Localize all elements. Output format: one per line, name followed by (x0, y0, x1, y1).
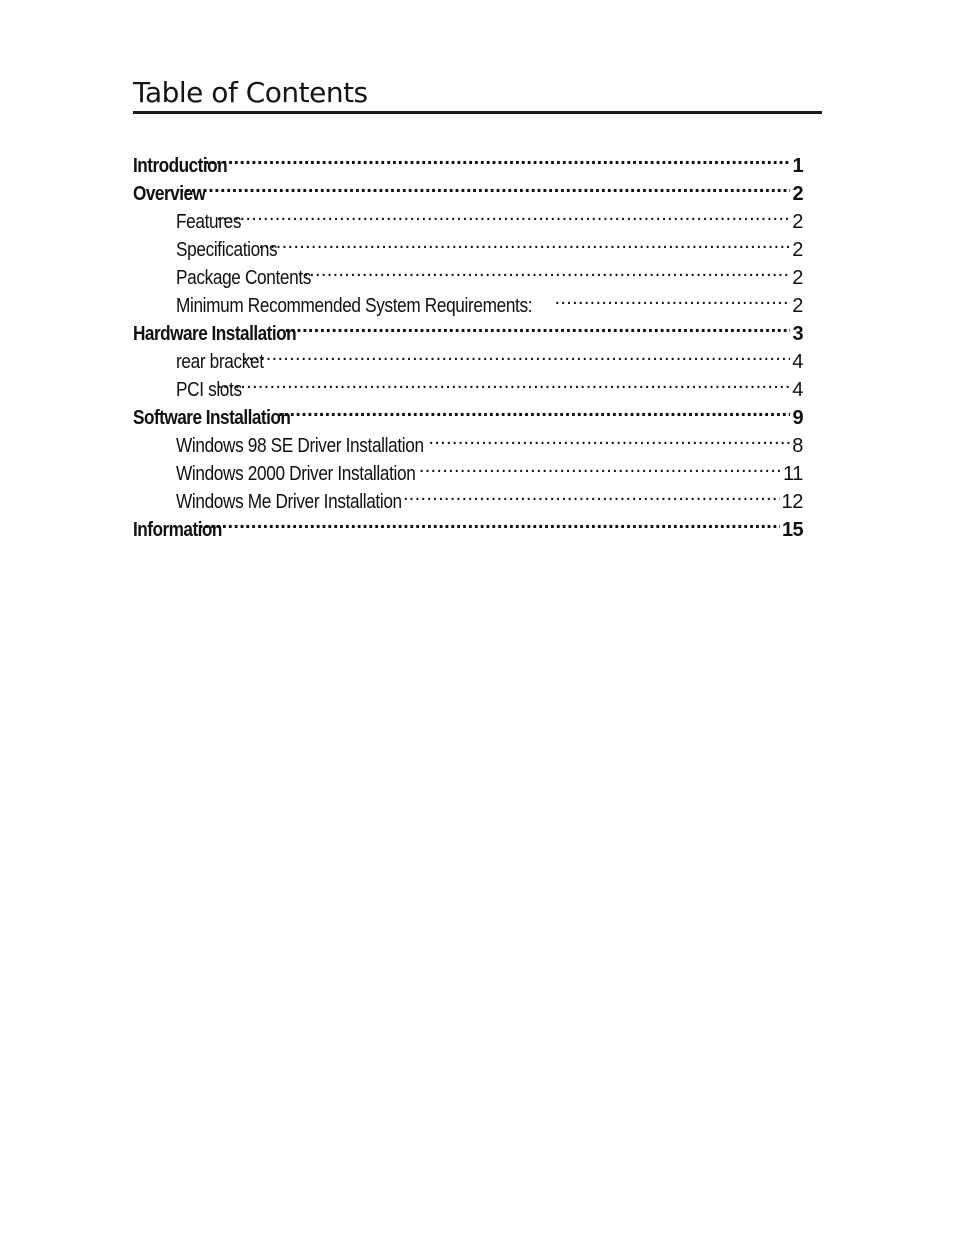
toc-entry-information[interactable] (133, 508, 803, 541)
toc-page-number: 2 (792, 183, 803, 205)
toc-dot-leader (403, 480, 780, 508)
toc-dot-leader (419, 452, 781, 480)
toc-dot-leader (555, 284, 791, 312)
toc-entry-pci-slots[interactable] (133, 368, 803, 401)
toc-entry-features[interactable] (133, 200, 803, 233)
toc-entry-label: Package Contents (176, 267, 312, 289)
toc-dot-leader (204, 144, 790, 172)
toc-entry-label: rear bracket (176, 351, 264, 373)
toc-entry-label: Features (176, 211, 242, 233)
toc-entry-label: Specifications (176, 239, 278, 261)
toc-dot-leader (179, 172, 791, 200)
toc-entry-label: Software Installation (133, 407, 291, 429)
toc-entry-label: Windows 2000 Driver Installation (176, 463, 416, 485)
toc-page-number: 11 (783, 463, 803, 485)
toc-dot-leader (217, 368, 790, 396)
toc-entry-label: Windows Me Driver Installation (176, 491, 402, 513)
toc-dot-leader (258, 228, 790, 256)
toc-page-number: 2 (792, 267, 803, 289)
toc-entry-label: Overview (133, 183, 206, 205)
toc-dot-leader (216, 200, 790, 228)
toc-entry-label: Information (133, 519, 222, 541)
title-divider (133, 111, 822, 114)
toc-dot-leader (297, 256, 790, 284)
toc-page-number: 2 (792, 211, 803, 233)
toc-page-number: 15 (781, 519, 803, 541)
table-of-contents (133, 144, 803, 541)
toc-page-number: 2 (792, 295, 803, 317)
toc-page-number: 4 (792, 351, 803, 373)
toc-entry-label: PCI slots (176, 379, 242, 401)
page-title: Table of Contents (133, 76, 368, 109)
toc-entry-label: Hardware Installation (133, 323, 297, 345)
toc-entry-label: Windows 98 SE Driver Installation (176, 435, 424, 457)
toc-dot-leader (428, 424, 790, 452)
toc-entry-introduction[interactable] (133, 144, 803, 177)
toc-dot-leader (278, 396, 791, 424)
toc-page-number: 2 (792, 239, 803, 261)
toc-entry-overview[interactable] (133, 172, 803, 205)
toc-page-number: 12 (781, 491, 803, 513)
toc-page-number: 3 (792, 323, 803, 345)
toc-page-number: 1 (792, 155, 803, 177)
toc-dot-leader (198, 508, 780, 536)
toc-entry-label: Minimum Recommended System Requirements: (176, 295, 533, 317)
toc-entry-label: Introduction (133, 155, 228, 177)
toc-page-number: 4 (792, 379, 803, 401)
toc-dot-leader (242, 340, 790, 368)
toc-dot-leader (285, 312, 791, 340)
toc-page-number: 9 (792, 407, 803, 429)
toc-page-number: 8 (792, 435, 803, 457)
